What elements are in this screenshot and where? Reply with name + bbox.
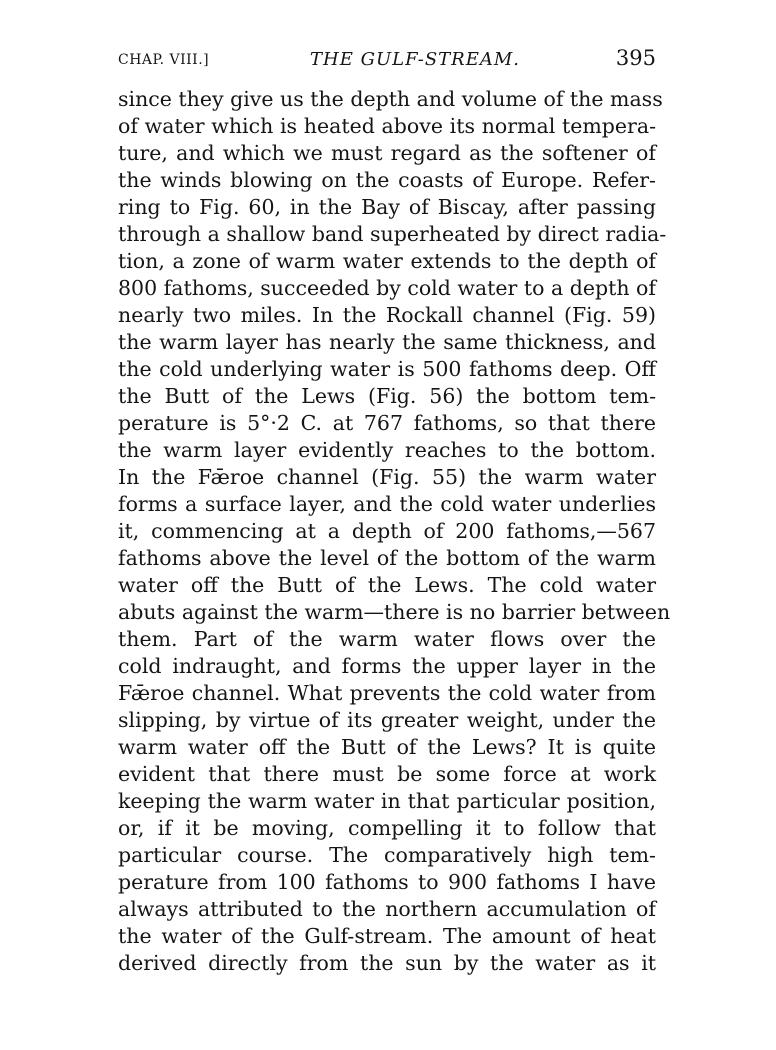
running-head [118,46,656,76]
body-text [118,86,671,977]
text-line: through a shallow band superheated by direct radia- [118,222,667,246]
page-number: 395 [615,46,656,70]
text-line: nearly two miles. In the Rockall channel (Fig. 59) [118,303,656,327]
text-line: warm water off the Butt of the Lews? It is quite [118,735,656,759]
text-line: always attributed to the northern accumulation of [118,897,656,921]
text-line: the cold underlying water is 500 fathoms deep. Off [118,357,656,381]
text-line: them. Part of the warm water flows over the [118,627,656,651]
text-line: of water which is heated above its normal tempera- [118,114,656,138]
text-line: ring to Fig. 60, in the Bay of Biscay, after passing [118,195,656,219]
text-line: 800 fathoms, succeeded by cold water to a depth of [118,276,656,300]
text-line: the winds blowing on the coasts of Europe. Refer- [118,168,656,192]
text-line: forms a surface layer, and the cold water underlies [118,492,656,516]
text-line: abuts against the warm—there is no barrier between [118,600,671,624]
text-line: water off the Butt of the Lews. The cold water [118,573,656,597]
text-line: perature is 5°·2 C. at 767 fathoms, so that there [118,411,656,435]
text-line: the warm layer has nearly the same thickness, and [118,330,656,354]
text-line: perature from 100 fathoms to 900 fathoms I have [118,870,656,894]
text-line: particular course. The comparatively high tem- [118,843,656,867]
text-line: ture, and which we must regard as the softener of [118,141,656,165]
text-line: slipping, by virtue of its greater weight, under the [118,708,656,732]
text-line: Fǣroe channel. What prevents the cold water from [118,681,656,705]
text-line: since they give us the depth and volume of the mass [118,87,663,111]
text-line: or, if it be moving, compelling it to follow that [118,816,656,840]
text-line: evident that there must be some force at work [118,762,656,786]
text-line: keeping the warm water in that particular position, [118,789,656,813]
text-line: derived directly from the sun by the water as it [118,951,656,975]
text-line: fathoms above the level of the bottom of the warm [118,546,656,570]
text-line: the water of the Gulf-stream. The amount of heat [118,924,656,948]
text-line: In the Fǣroe channel (Fig. 55) the warm water [118,465,656,489]
text-line: cold indraught, and forms the upper layer in the [118,654,656,678]
chapter-label: CHAP. VIII.] [118,52,210,68]
text-line: the Butt of the Lews (Fig. 56) the bottom tem- [118,384,656,408]
running-title: THE GULF-STREAM. [310,49,521,70]
text-line: the warm layer evidently reaches to the bottom. [118,438,656,462]
text-line: it, commencing at a depth of 200 fathoms,—567 [118,519,656,543]
text-line: tion, a zone of warm water extends to the depth of [118,249,656,273]
